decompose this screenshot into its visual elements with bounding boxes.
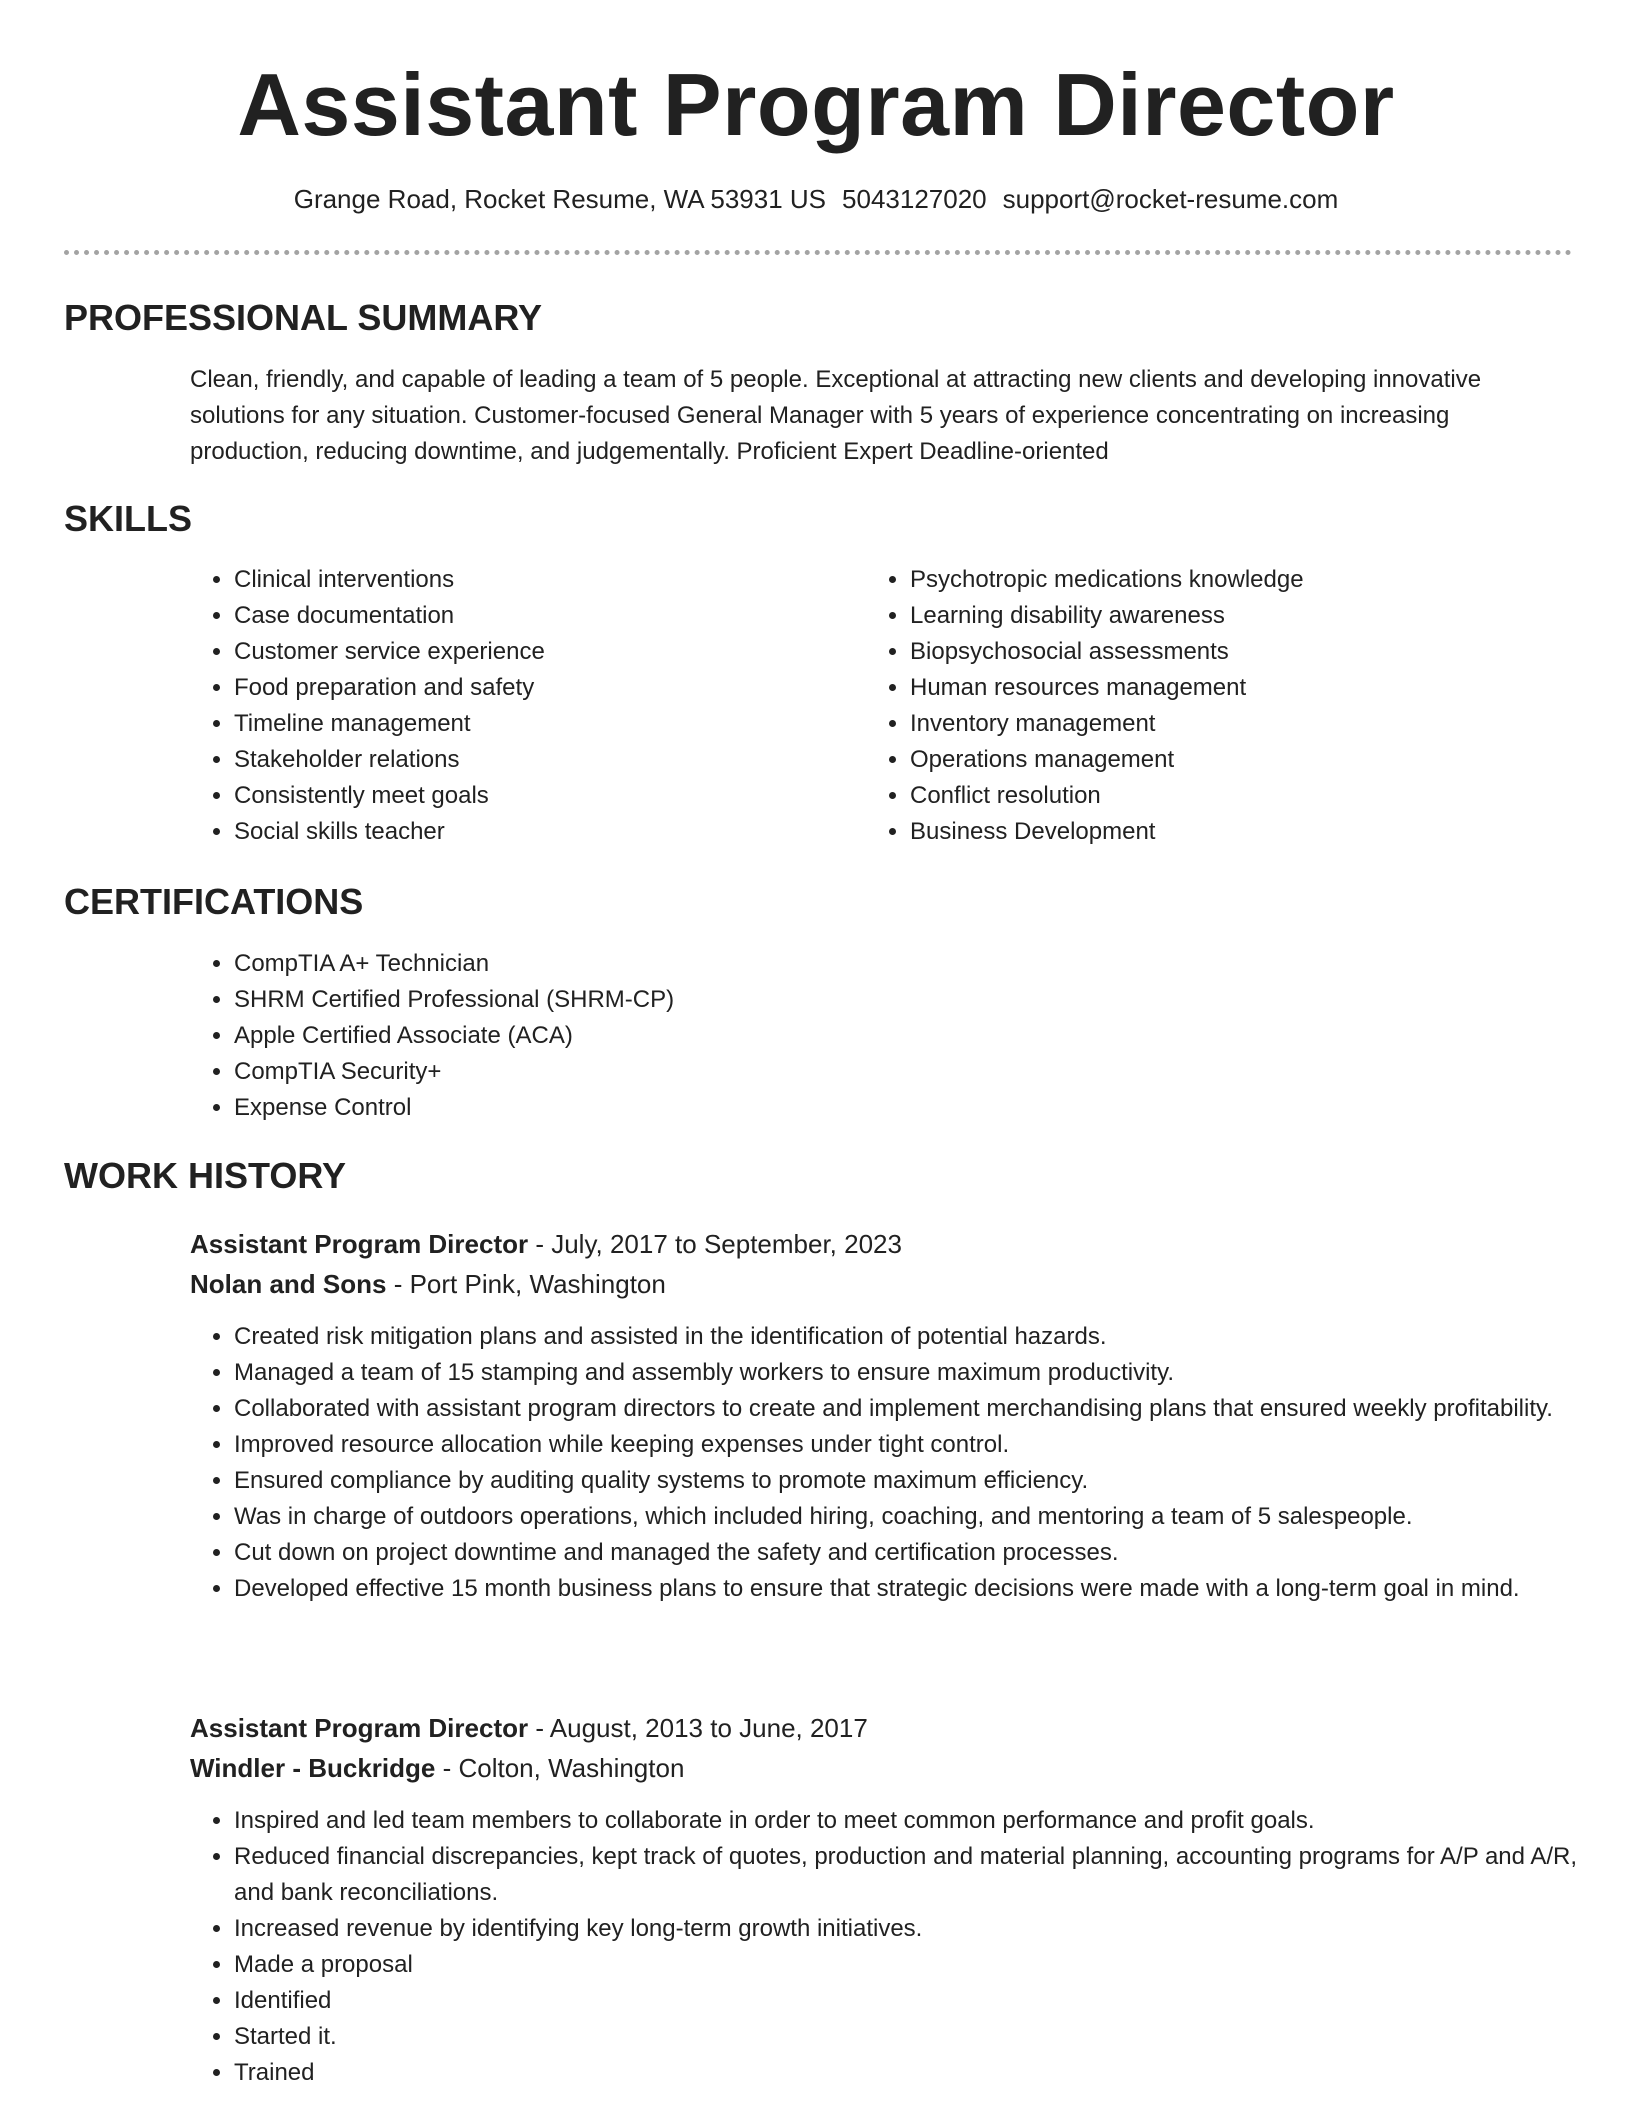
job-duty-item: • Increased revenue by identifying key long-term growth initiatives. (234, 1911, 1579, 1947)
job-company: Windler - Buckridge (190, 1753, 436, 1783)
summary-heading: PROFESSIONAL SUMMARY (64, 297, 543, 338)
skill-item: • Food preparation and safety (234, 670, 834, 706)
skill-item: • Case documentation (234, 598, 834, 634)
job-location: - Colton, Washington (435, 1753, 685, 1783)
job-heading (190, 1708, 868, 1748)
skill-item: • Operations management (910, 742, 1570, 778)
summary-text: Clean, friendly, and capable of leading a team of 5 people. Exceptional at attracting new clients and developing innovative solutions for any situation. Customer-focused General Manager with 5 years of experience concentrating on increasing production, reducing downtime, and judgementally. Proficient Expert Deadline-oriented (190, 366, 1482, 465)
skill-item: • Consistently meet goals (234, 778, 834, 814)
skill-item: • Inventory management (910, 706, 1570, 742)
job-location: - Port Pink, Washington (386, 1269, 666, 1299)
certification-item: • Apple Certified Associate (ACA) (234, 1018, 1234, 1054)
skill-item: • Stakeholder relations (234, 742, 834, 778)
header-divider (64, 250, 1572, 255)
job-duty-item: • Managed a team of 15 stamping and assembly workers to ensure maximum productivity. (234, 1355, 1579, 1391)
job-duty-item: • Created risk mitigation plans and assisted in the identification of potential hazards. (234, 1319, 1579, 1355)
skill-item: • Clinical interventions (234, 562, 834, 598)
skills-heading: SKILLS (64, 498, 193, 539)
certification-item: • Expense Control (234, 1090, 1234, 1126)
job-duty-item: • Trained (234, 2055, 1579, 2091)
skills-list-left (190, 562, 834, 850)
job-duty-item: • Made a proposal (234, 1947, 1579, 1983)
certification-item: • SHRM Certified Professional (SHRM-CP) (234, 982, 1234, 1018)
job-duty-item: • Improved resource allocation while keeping expenses under tight control. (234, 1427, 1579, 1463)
job-employer (190, 1748, 684, 1788)
job-duty-item: • Identified (234, 1983, 1579, 2019)
skill-item: • Learning disability awareness (910, 598, 1570, 634)
job-duty-item: • Was in charge of outdoors operations, which included hiring, coaching, and mentoring a team of 5 salespeople. (234, 1499, 1579, 1535)
job-duties-list (190, 1803, 1579, 2091)
job-duty-item: • Reduced financial discrepancies, kept track of quotes, production and material planning, accounting programs for A/P and A/R, and bank reconciliations. (234, 1839, 1579, 1911)
work-history-heading: WORK HISTORY (64, 1155, 347, 1196)
job-heading (190, 1224, 902, 1264)
job-duties-list (190, 1319, 1579, 1607)
job-duty-item: • Collaborated with assistant program directors to create and implement merchandising plans that ensured weekly profitability. (234, 1391, 1579, 1427)
job-duty-item: • Ensured compliance by auditing quality systems to promote maximum efficiency. (234, 1463, 1579, 1499)
skill-item: • Customer service experience (234, 634, 834, 670)
skill-item: • Conflict resolution (910, 778, 1570, 814)
job-duty-item: • Cut down on project downtime and managed the safety and certification processes. (234, 1535, 1579, 1571)
skills-list-right (866, 562, 1570, 850)
job-dates: - July, 2017 to September, 2023 (528, 1229, 902, 1259)
job-duty-item: • Developed effective 15 month business plans to ensure that strategic decisions were made with a long-term goal in mind. (234, 1571, 1579, 1607)
job-role: Assistant Program Director (190, 1713, 529, 1743)
candidate-name: Assistant Program Director (237, 55, 1395, 154)
job-duty-item: • Started it. (234, 2019, 1579, 2055)
skill-item: • Social skills teacher (234, 814, 834, 850)
certification-item: • CompTIA Security+ (234, 1054, 1234, 1090)
certifications-heading: CERTIFICATIONS (64, 881, 364, 922)
skill-item: • Timeline management (234, 706, 834, 742)
certifications-list (190, 946, 1234, 1126)
certification-item: • CompTIA A+ Technician (234, 946, 1234, 982)
contact-line (0, 181, 1632, 217)
skill-item: • Human resources management (910, 670, 1570, 706)
job-duty-item: • Inspired and led team members to collaborate in order to meet common performance and profit goals. (234, 1803, 1579, 1839)
job-role: Assistant Program Director (190, 1229, 529, 1259)
contact-email: support@rocket-resume.com (1002, 184, 1339, 214)
job-dates: - August, 2013 to June, 2017 (528, 1713, 868, 1743)
job-employer (190, 1264, 666, 1304)
contact-address: Grange Road, Rocket Resume, WA 53931 US (293, 184, 827, 214)
skill-item: • Biopsychosocial assessments (910, 634, 1570, 670)
skill-item: • Business Development (910, 814, 1570, 850)
job-company: Nolan and Sons (190, 1269, 387, 1299)
contact-phone: 5043127020 (842, 184, 987, 214)
skill-item: • Psychotropic medications knowledge (910, 562, 1570, 598)
